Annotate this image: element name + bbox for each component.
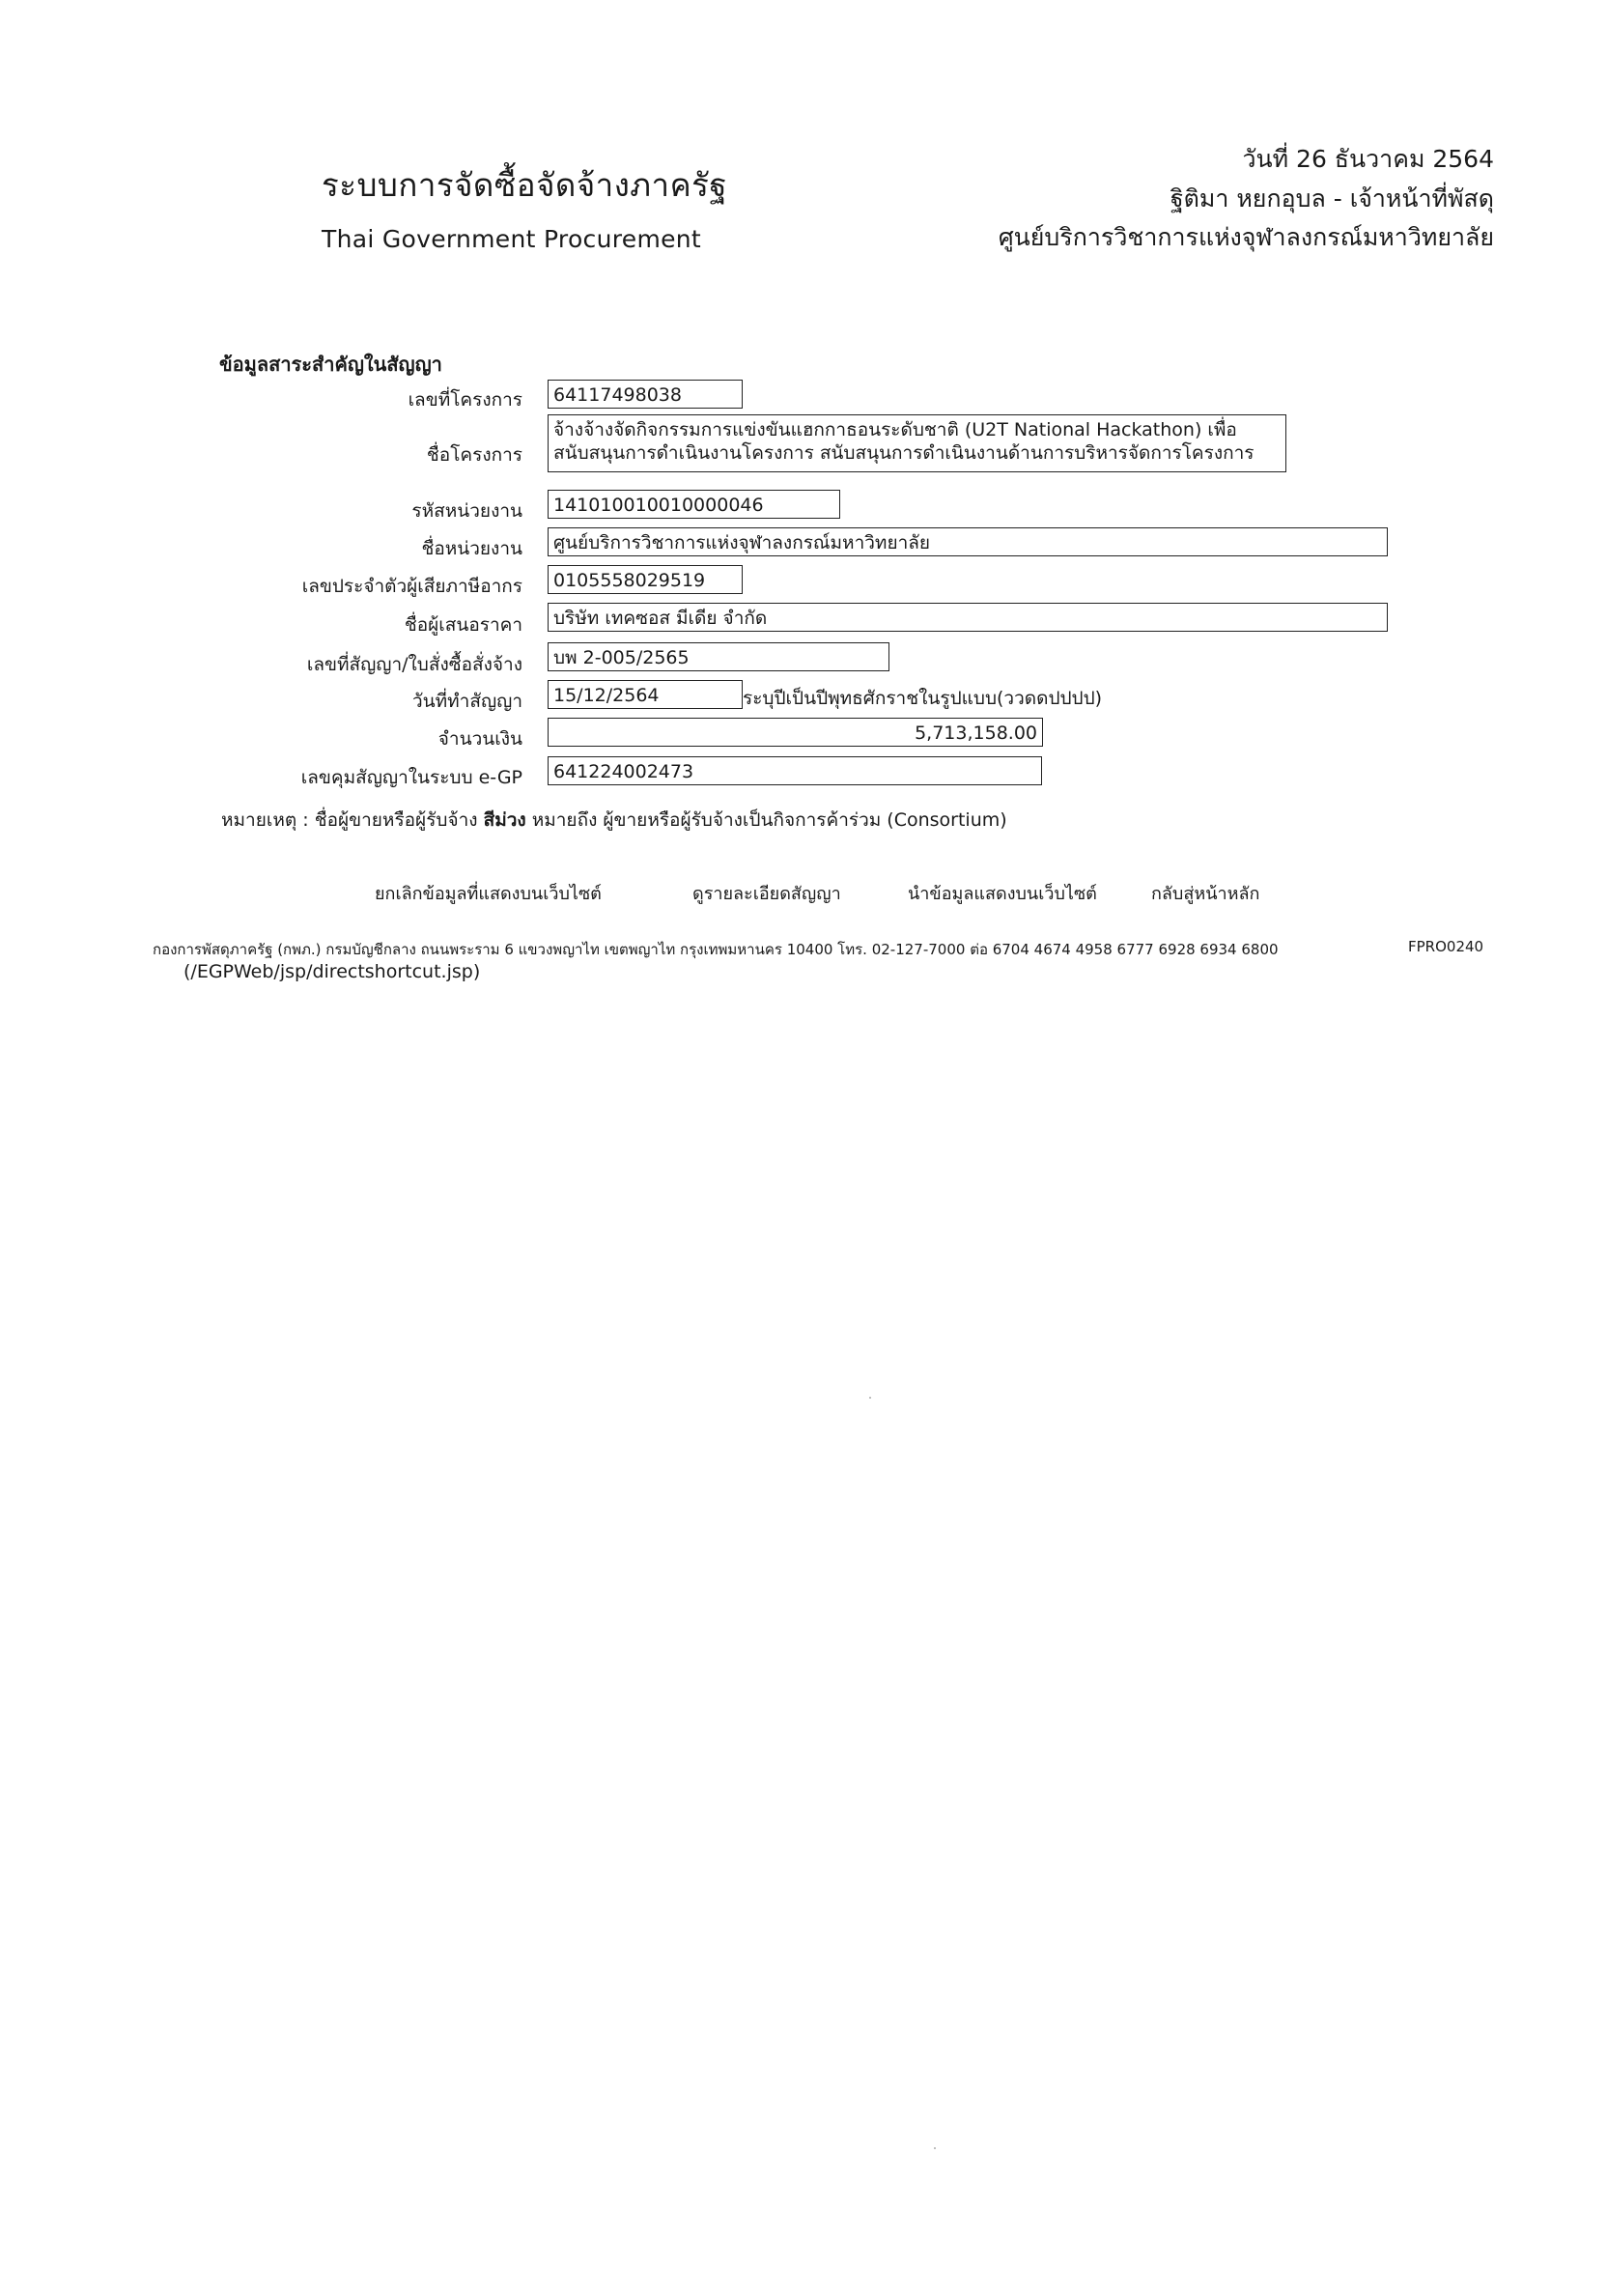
contract-no-field[interactable]: บพ 2-005/2565 <box>548 642 889 671</box>
contract-date-field[interactable]: 15/12/2564 <box>548 680 743 709</box>
note-prefix: หมายเหตุ : ชื่อผู้ขายหรือผู้รับจ้าง <box>221 809 478 831</box>
project-name-field[interactable] <box>548 414 1286 472</box>
tax-id-label: เลขประจำตัวผู้เสียภาษีอากร <box>301 576 522 597</box>
scan-speck <box>869 1397 871 1399</box>
tax-id-field[interactable]: 0105558029519 <box>548 565 743 594</box>
system-title-en: Thai Government Procurement <box>322 225 702 253</box>
unit-name-field[interactable]: ศูนย์บริการวิชาการแห่งจุฬาลงกรณ์มหาวิทยาลัย <box>548 527 1388 556</box>
unit-code-field[interactable]: 141010010010000046 <box>548 490 840 519</box>
unit-name-label: ชื่อหน่วยงาน <box>421 538 522 559</box>
bidder-label: ชื่อผู้เสนอราคา <box>404 614 522 636</box>
amount-field[interactable]: 5,713,158.00 <box>548 718 1043 747</box>
view-contract-link[interactable]: ดูรายละเอียดสัญญา <box>692 884 841 904</box>
footer-address: กองการพัสดุภาครัฐ (กพภ.) กรมบัญชีกลาง ถนนพระราม 6 แขวงพญาไท เขตพญาไท กรุงเทพมหานคร 10400 โทร. 02-127-7000 ต่อ 6704 4674 4958 6777 6928 6934 6800 <box>153 941 1279 958</box>
footer-path: (/EGPWeb/jsp/directshortcut.jsp) <box>183 961 481 982</box>
note-emphasis: สีม่วง <box>483 809 526 831</box>
egp-no-field[interactable]: 641224002473 <box>548 756 1042 785</box>
note-suffix: หมายถึง ผู้ขายหรือผู้รับจ้างเป็นกิจการค้าร่วม (Consortium) <box>531 809 1007 831</box>
publish-link[interactable]: นำข้อมูลแสดงบนเว็บไซต์ <box>908 884 1097 904</box>
consortium-note <box>221 806 1007 835</box>
system-title-th: ระบบการจัดซื้อจัดจ้างภาครัฐ <box>322 166 728 204</box>
amount-label: จำนวนเงิน <box>437 728 522 750</box>
project-no-field[interactable]: 64117498038 <box>548 380 743 409</box>
footer-page-code: FPRO0240 <box>1408 938 1484 955</box>
egp-no-label: เลขคุมสัญญาในระบบ e-GP <box>300 767 522 788</box>
section-title: ข้อมูลสาระสำคัญในสัญญา <box>219 353 442 376</box>
contract-date-hint: ระบุปีเป็นปีพุทธศักราชในรูปแบบ(ววดดปปปป) <box>743 688 1103 709</box>
project-name-label: ชื่อโครงการ <box>426 444 522 466</box>
project-name-line2: สนับสนุนการดำเนินงานโครงการ สนับสนุนการดำเนินงานด้านการบริหารจัดการโครงการ <box>553 442 1255 464</box>
bidder-field[interactable]: บริษัท เทคซอส มีเดีย จำกัด <box>548 603 1388 632</box>
organization-name: ศูนย์บริการวิชาการแห่งจุฬาลงกรณ์มหาวิทยาลัย <box>998 223 1494 251</box>
project-name-line1: จ้างจ้างจัดกิจกรรมการแข่งขันแฮกกาธอนระดับชาติ (U2T National Hackathon) เพื่อ <box>553 419 1237 440</box>
contract-date-label: วันที่ทำสัญญา <box>411 691 522 712</box>
officer-name: ฐิติมา หยกอุบล - เจ้าหน้าที่พัสดุ <box>1170 184 1494 213</box>
unit-code-label: รหัสหน่วยงาน <box>411 500 522 522</box>
project-no-label: เลขที่โครงการ <box>408 389 522 411</box>
document-date: วันที่ 26 ธันวาคม 2564 <box>1242 145 1494 173</box>
cancel-display-link[interactable]: ยกเลิกข้อมูลที่แสดงบนเว็บไซต์ <box>375 884 602 904</box>
home-link[interactable]: กลับสู่หน้าหลัก <box>1151 884 1260 904</box>
scan-speck <box>934 2147 936 2149</box>
contract-no-label: เลขที่สัญญา/ใบสั่งซื้อสั่งจ้าง <box>306 654 522 675</box>
